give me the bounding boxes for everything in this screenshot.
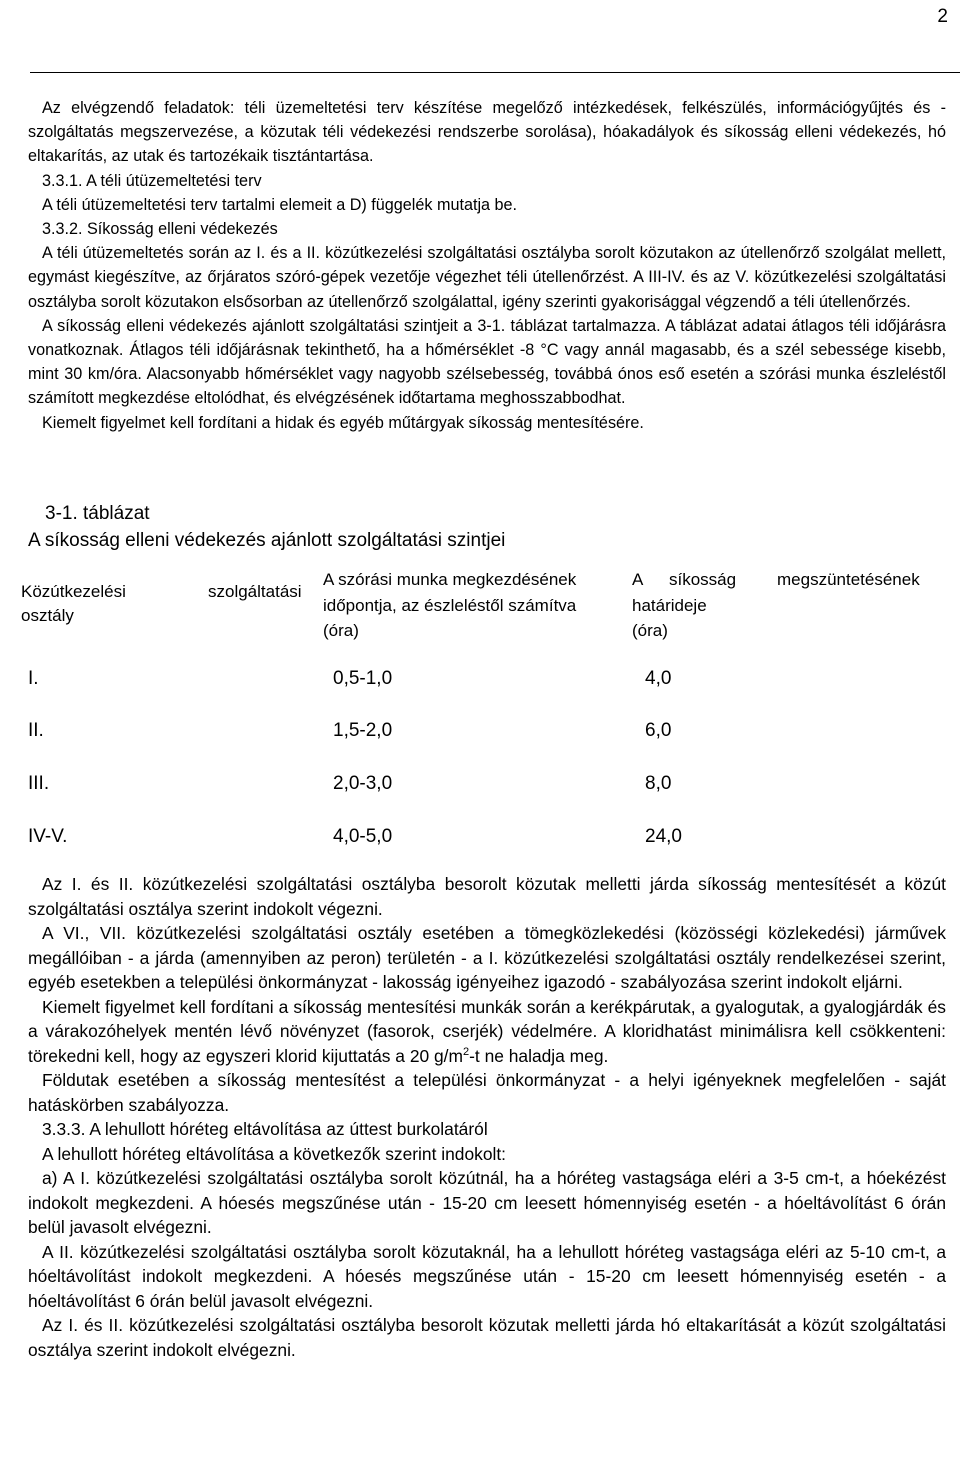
deadline-cell: 6,0 <box>645 720 672 741</box>
class-cell: I. <box>28 668 39 689</box>
intro-paragraph: A síkosság elleni védekezés ajánlott szolgáltatási szintjeit a 3-1. táblázat tartalmazza. A táblázat adatai átlagos téli időjárásra vonatkoznak. Átlagos téli időjárásnak tekinthető, ha a hőmérséklet -8 °C vagy annál magasabb, és a szél sebessége kisebb, mint 30 km/óra. Alacsonyabb hőmérséklet vagy nagyobb szélsebesség, továbbá ónos eső esetén a szórási munka észleléstől számított megkezdése eltolódhat, és elvégzésének időtartama meghosszabbodhat. <box>28 316 946 408</box>
section-heading: 3.3.3. A lehullott hóréteg eltávolítása az úttest burkolatáról <box>42 1119 488 1139</box>
table-header-col2: időpontja, az észleléstől számítva <box>323 596 577 615</box>
table-header-col1: osztály <box>21 606 74 625</box>
start-time-cell: 4,0-5,0 <box>333 826 393 847</box>
page-number: 2 <box>937 6 948 27</box>
body-paragraph: Az I. és II. közútkezelési szolgáltatási osztályba besorolt közutak melletti járda hó eltakarítását a közút szolgáltatási osztálya szerint indokolt elvégezni. <box>28 1315 946 1360</box>
table-header-col3: megszüntetésének <box>777 570 920 589</box>
class-cell: IV-V. <box>28 826 68 847</box>
body-paragraph <box>28 995 946 1069</box>
table-header-col3: határideje <box>632 596 707 615</box>
intro-paragraph: Az elvégzendő feladatok: téli üzemeltetési terv készítése megelőző intézkedések, felkészülés, információgyűjtés és - szolgáltatás megszervezése, a közutak téli védekezési rendszerbe sorolása), hóakadályok és síkosság elleni védekezés, hó eltakarítás, az utak és tartozékaik tisztántartása. <box>28 99 946 166</box>
body-text: Kiemelt figyelmet kell fordítani a síkosság mentesítési munkák során a kerékpárutak, a gyalogutak, a gyalogjárdák és a várakozóhelyek mentén lévő növényzet (fasorok, cserjék) védelmére. A kloridhatást minimálisra kell csökkenteni: törekedni kell, hogy az egyszeri klorid kijuttatás a 20 g/m <box>28 996 946 1066</box>
intro-paragraph: A téli útüzemeltetési terv tartalmi elemeit a D) függelék mutatja be. <box>42 195 518 214</box>
table-header-col3: (óra) <box>632 621 668 640</box>
body-paragraph: a) A I. közútkezelési szolgáltatási osztályba sorolt közútnál, ha a hóréteg vastagsága eléri a 3-5 cm-t, a hóekézést indokolt megkezdeni. A hóesés megszűnése után - 15-20 cm leesett hómennyiség esetén - a hóeltávolítást 6 órán belül javasolt elvégezni. <box>28 1168 946 1237</box>
intro-section <box>28 96 946 435</box>
section-heading: 3.3.2. Síkosság elleni védekezés <box>42 220 278 239</box>
start-time-cell: 2,0-3,0 <box>333 773 393 794</box>
table-header-col1: szolgáltatási <box>208 582 302 601</box>
table-header-col2: A szórási munka megkezdésének <box>323 570 577 589</box>
intro-paragraph: Kiemelt figyelmet kell fordítani a hidak és egyéb műtárgyak síkosság mentesítésére. <box>42 413 644 432</box>
section-heading: 3.3.1. A téli útüzemeltetési terv <box>42 171 262 190</box>
deadline-cell: 8,0 <box>645 773 672 794</box>
body-paragraph: A II. közútkezelési szolgáltatási osztályba sorolt közutaknál, ha a lehullott hóréteg vastagsága eléri az 5-10 cm-t, a hóeltávolítást indokolt megkezdeni. A hóesés megszűnése után - 15-20 cm leesett hómennyiség esetén - a hóeltávolítást 6 órán belül javasolt elvégezni. <box>28 1241 946 1311</box>
body-text: -t ne haladja meg. <box>469 1045 609 1066</box>
table-caption: 3-1. táblázat <box>45 503 150 524</box>
body-section <box>28 872 946 1362</box>
start-time-cell: 1,5-2,0 <box>333 720 393 741</box>
body-paragraph: A lehullott hóréteg eltávolítása a következők szerint indokolt: <box>42 1143 507 1164</box>
table-header-col3: síkosság <box>669 570 737 589</box>
deadline-cell: 4,0 <box>645 668 672 689</box>
header-rule <box>30 72 960 73</box>
superscript: 2 <box>462 1045 470 1058</box>
table-header-col2: (óra) <box>323 621 359 640</box>
table-header-col1: Közútkezelési <box>21 582 126 601</box>
class-cell: III. <box>28 773 50 794</box>
table-header-col3: A <box>632 570 644 589</box>
intro-paragraph: A téli útüzemeltetés során az I. és a II. közútkezelési szolgáltatási osztályba sorolt közutakon az útellenőrző szolgálat mellett, egymást kiegészítve, az őrjáratos szóró-gépek vezetője végezhet téli útellenőrzést. A III-IV. és az V. közútkezelési szolgáltatási osztályba sorolt közutakon elsősorban az útellenőrző szolgálattal, igény szerinti gyakorisággal végzendő a téli útellenőrzés. <box>28 244 946 311</box>
class-cell: II. <box>28 720 44 741</box>
start-time-cell: 0,5-1,0 <box>333 668 393 689</box>
table-title: A síkosság elleni védekezés ajánlott szolgáltatási szintjei <box>28 530 506 551</box>
deadline-cell: 24,0 <box>645 826 682 847</box>
body-paragraph: Az I. és II. közútkezelési szolgáltatási osztályba besorolt közutak melletti járda síkosság mentesítését a közút szolgáltatási osztálya szerint indokolt végezni. <box>28 874 946 919</box>
body-paragraph: A VI., VII. közútkezelési szolgáltatási osztály esetében a tömegközlekedési (közösségi közlekedési) járművek megállóiban - a járda (amennyiben az peron) területén - a I. közútkezelési szolgáltatási osztály rendelkezései szerint, egyéb esetekben a települési önkormányzat - lakosság igényeihez igazodó - szabályozása szerint indokolt eljárni. <box>28 923 946 992</box>
body-paragraph: Földutak esetében a síkosság mentesítést a települési önkormányzat - a helyi igényeknek megfelelően - saját hatáskörben szabályozza. <box>28 1070 946 1115</box>
